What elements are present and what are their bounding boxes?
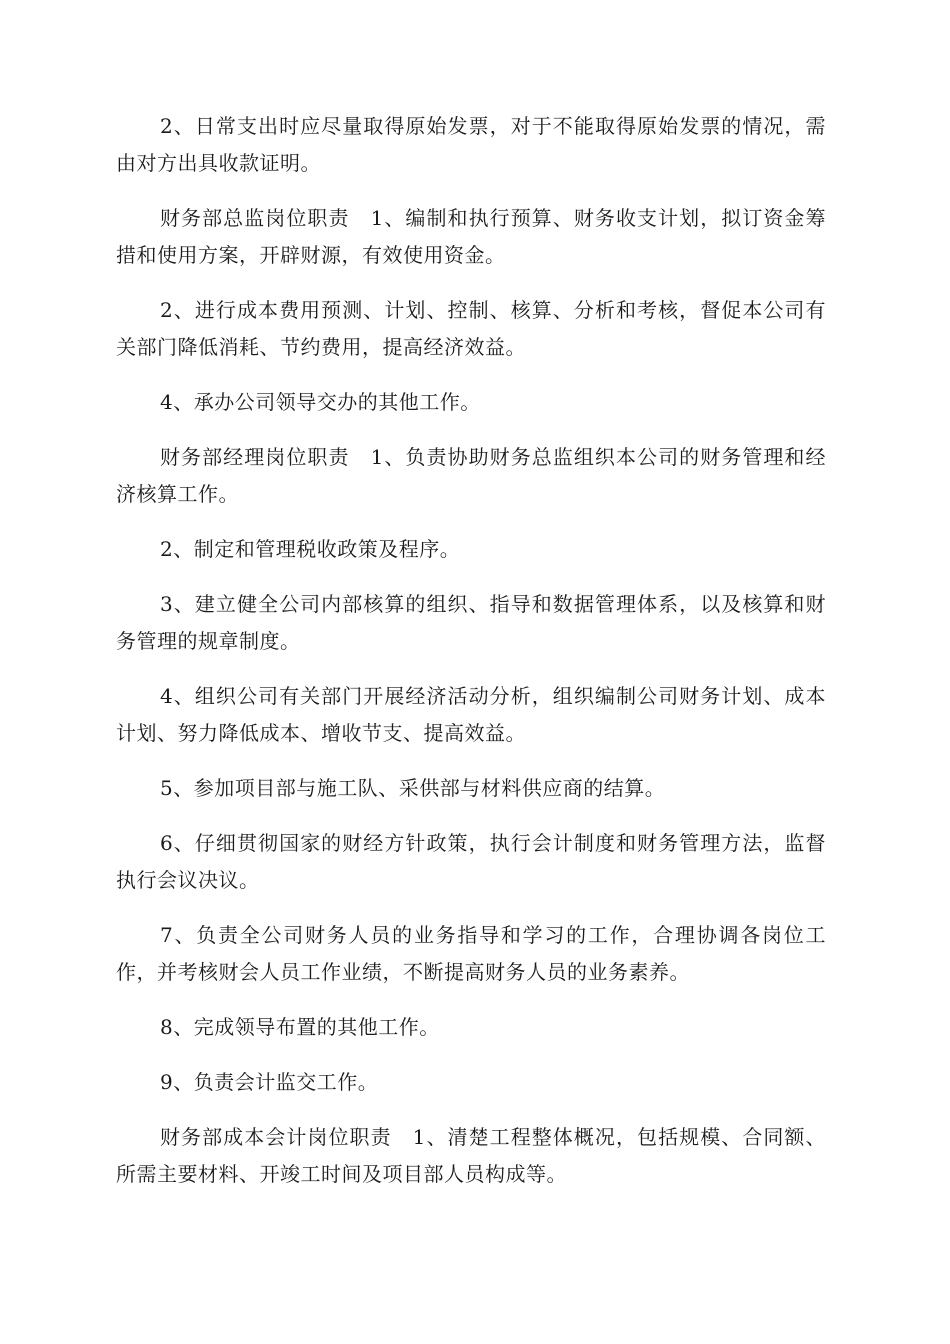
paragraph: 9、负责会计监交工作。 — [160, 1070, 379, 1094]
paragraph: 6、仔细贯彻国家的财经方针政策，执行会计制度和财务管理方法，监督执行会议决议。 — [116, 831, 826, 892]
paragraph: 5、参加项目部与施工队、采供部与材料供应商的结算。 — [160, 776, 666, 800]
paragraph: 财务部经理岗位职责 1、负责协助财务总监组织本公司的财务管理和经济核算工作。 — [116, 445, 826, 506]
paragraph: 3、建立健全公司内部核算的组织、指导和数据管理体系，以及核算和财务管理的规章制度。 — [116, 592, 826, 653]
paragraph: 4、组织公司有关部门开展经济活动分析，组织编制公司财务计划、成本计划、努力降低成本、增收节支、提高效益。 — [116, 684, 826, 745]
paragraph: 财务部总监岗位职责 1、编制和执行预算、财务收支计划，拟订资金筹措和使用方案，开辟财源，有效使用资金。 — [116, 206, 826, 267]
paragraph: 2、制定和管理税收政策及程序。 — [160, 537, 461, 561]
paragraph: 2、进行成本费用预测、计划、控制、核算、分析和考核，督促本公司有关部门降低消耗、节约费用，提高经济效益。 — [116, 298, 826, 359]
paragraph: 7、负责全公司财务人员的业务指导和学习的工作，合理协调各岗位工作，并考核财会人员工作业绩，不断提高财务人员的业务素养。 — [116, 923, 826, 984]
paragraph: 2、日常支出时应尽量取得原始发票，对于不能取得原始发票的情况，需由对方出具收款证明。 — [116, 114, 826, 175]
document-body — [116, 108, 826, 1211]
paragraph: 4、承办公司领导交办的其他工作。 — [160, 390, 481, 414]
paragraph: 8、完成领导布置的其他工作。 — [160, 1015, 440, 1039]
paragraph: 财务部成本会计岗位职责 1、清楚工程整体概况，包括规模、合同额、所需主要材料、开竣工时间及项目部人员构成等。 — [116, 1125, 826, 1186]
